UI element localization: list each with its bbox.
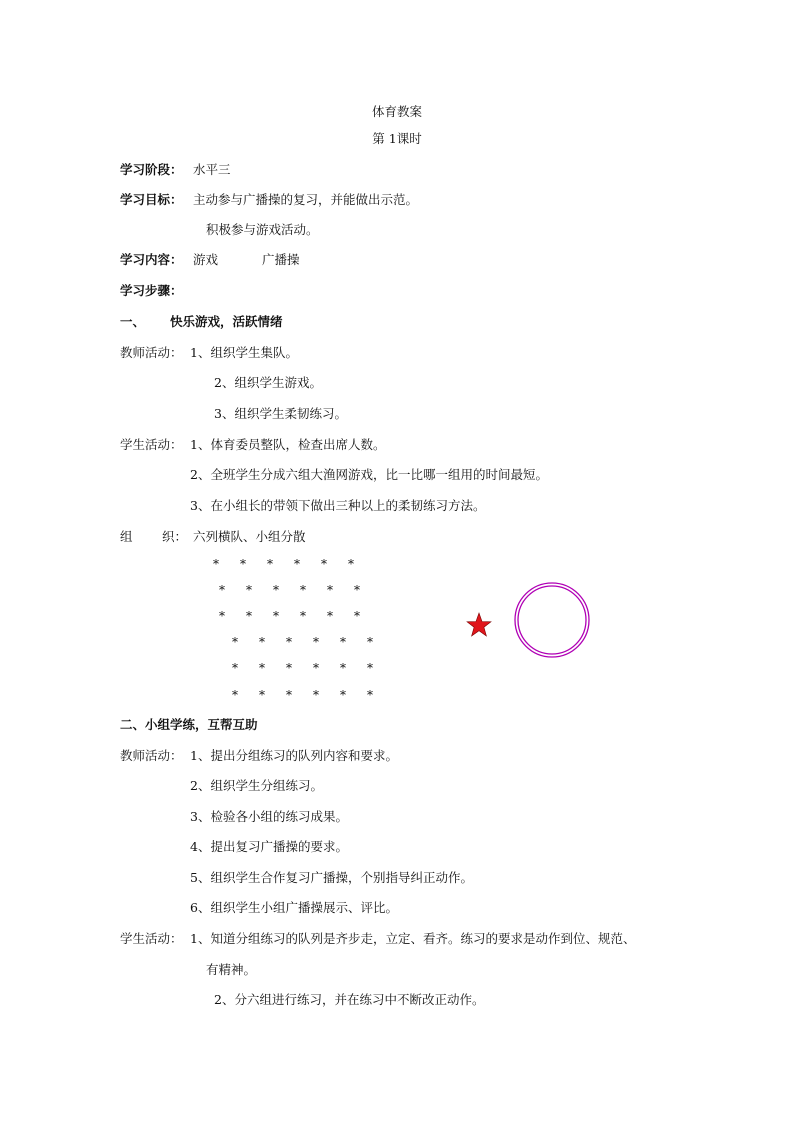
formation-mark: *: [259, 635, 265, 649]
formation-mark: *: [240, 557, 246, 571]
formation-mark: *: [340, 661, 346, 675]
teacher-item: 1、组织学生集队。: [190, 345, 298, 360]
formation-mark: *: [321, 557, 327, 571]
section-number: 一、: [120, 314, 146, 329]
formation-mark: *: [219, 609, 225, 623]
formation-mark: *: [259, 661, 265, 675]
stage-value: 水平三: [193, 162, 231, 177]
formation-mark: *: [232, 635, 238, 649]
goal-label: 学习目标：: [120, 192, 183, 207]
student-item: 有精神。: [206, 962, 257, 977]
formation-mark: *: [219, 583, 225, 597]
teacher-label: 教师活动：: [120, 345, 183, 360]
student-label: 学生活动：: [120, 931, 183, 946]
circle-icon: [513, 581, 591, 659]
formation-row: [232, 661, 394, 675]
student-label: 学生活动：: [120, 437, 183, 452]
stage-label: 学习阶段：: [120, 162, 183, 177]
formation-mark: *: [354, 583, 360, 597]
formation-row: [213, 557, 375, 571]
student-item: 2、全班学生分成六组大渔网游戏，比一比哪一组用的时间最短。: [190, 467, 548, 482]
teacher-item: 4、提出复习广播操的要求。: [190, 839, 348, 854]
formation-mark: *: [273, 583, 279, 597]
formation-row: [232, 635, 394, 649]
teacher-item: 1、提出分组练习的队列内容和要求。: [190, 748, 398, 763]
formation-mark: *: [354, 609, 360, 623]
goal-item: 积极参与游戏活动。: [206, 222, 319, 237]
teacher-item: 3、组织学生柔韧练习。: [214, 406, 347, 421]
page-title: 体育教案: [371, 104, 422, 119]
content-label: 学习内容：: [120, 252, 183, 267]
organization-label: 组: [120, 529, 133, 544]
section-title: 二、小组学练，互帮互助: [120, 717, 258, 732]
formation-mark: *: [340, 688, 346, 702]
section-title: 快乐游戏，活跃情绪: [170, 314, 283, 329]
formation-mark: *: [213, 557, 219, 571]
formation-mark: *: [367, 661, 373, 675]
teacher-item: 6、组织学生小组广播操展示、评比。: [190, 900, 398, 915]
steps-label: 学习步骤：: [120, 283, 183, 298]
student-item: 1、知道分组练习的队列是齐步走，立定、看齐。练习的要求是动作到位、规范、: [190, 931, 636, 946]
formation-mark: *: [286, 688, 292, 702]
formation-mark: *: [273, 609, 279, 623]
formation-mark: *: [348, 557, 354, 571]
formation-mark: *: [294, 557, 300, 571]
formation-mark: *: [267, 557, 273, 571]
formation-mark: *: [300, 609, 306, 623]
formation-mark: *: [286, 635, 292, 649]
teacher-item: 5、组织学生合作复习广播操，个别指导纠正动作。: [190, 870, 473, 885]
formation-mark: *: [232, 661, 238, 675]
student-item: 1、体育委员整队，检查出席人数。: [190, 437, 386, 452]
organization-label: 织：: [162, 529, 188, 544]
teacher-item: 2、组织学生分组练习。: [190, 778, 323, 793]
teacher-label: 教师活动：: [120, 748, 183, 763]
formation-row: [219, 609, 381, 623]
formation-mark: *: [286, 661, 292, 675]
goal-item: 主动参与广播操的复习，并能做出示范。: [193, 192, 419, 207]
formation-mark: *: [327, 609, 333, 623]
formation-mark: *: [232, 688, 238, 702]
formation-mark: *: [313, 661, 319, 675]
formation-row: [232, 688, 394, 702]
formation-mark: *: [367, 688, 373, 702]
lesson-number: 第 1课时: [372, 131, 422, 146]
formation-mark: *: [327, 583, 333, 597]
content-item: 广播操: [262, 252, 300, 267]
content-item: 游戏: [193, 252, 219, 267]
formation-mark: *: [246, 609, 252, 623]
organization-value: 六列横队、小组分散: [193, 529, 306, 544]
formation-mark: *: [313, 688, 319, 702]
teacher-item: 2、组织学生游戏。: [214, 375, 322, 390]
formation-mark: *: [367, 635, 373, 649]
formation-mark: *: [259, 688, 265, 702]
teacher-item: 3、检验各小组的练习成果。: [190, 809, 348, 824]
student-item: 3、在小组长的带领下做出三种以上的柔韧练习方法。: [190, 498, 486, 513]
formation-mark: *: [246, 583, 252, 597]
formation-mark: *: [300, 583, 306, 597]
student-item: 2、分六组进行练习，并在练习中不断改正动作。: [214, 992, 485, 1007]
formation-mark: *: [313, 635, 319, 649]
formation-row: [219, 583, 381, 597]
formation-mark: *: [340, 635, 346, 649]
red-star-icon: [466, 612, 492, 638]
